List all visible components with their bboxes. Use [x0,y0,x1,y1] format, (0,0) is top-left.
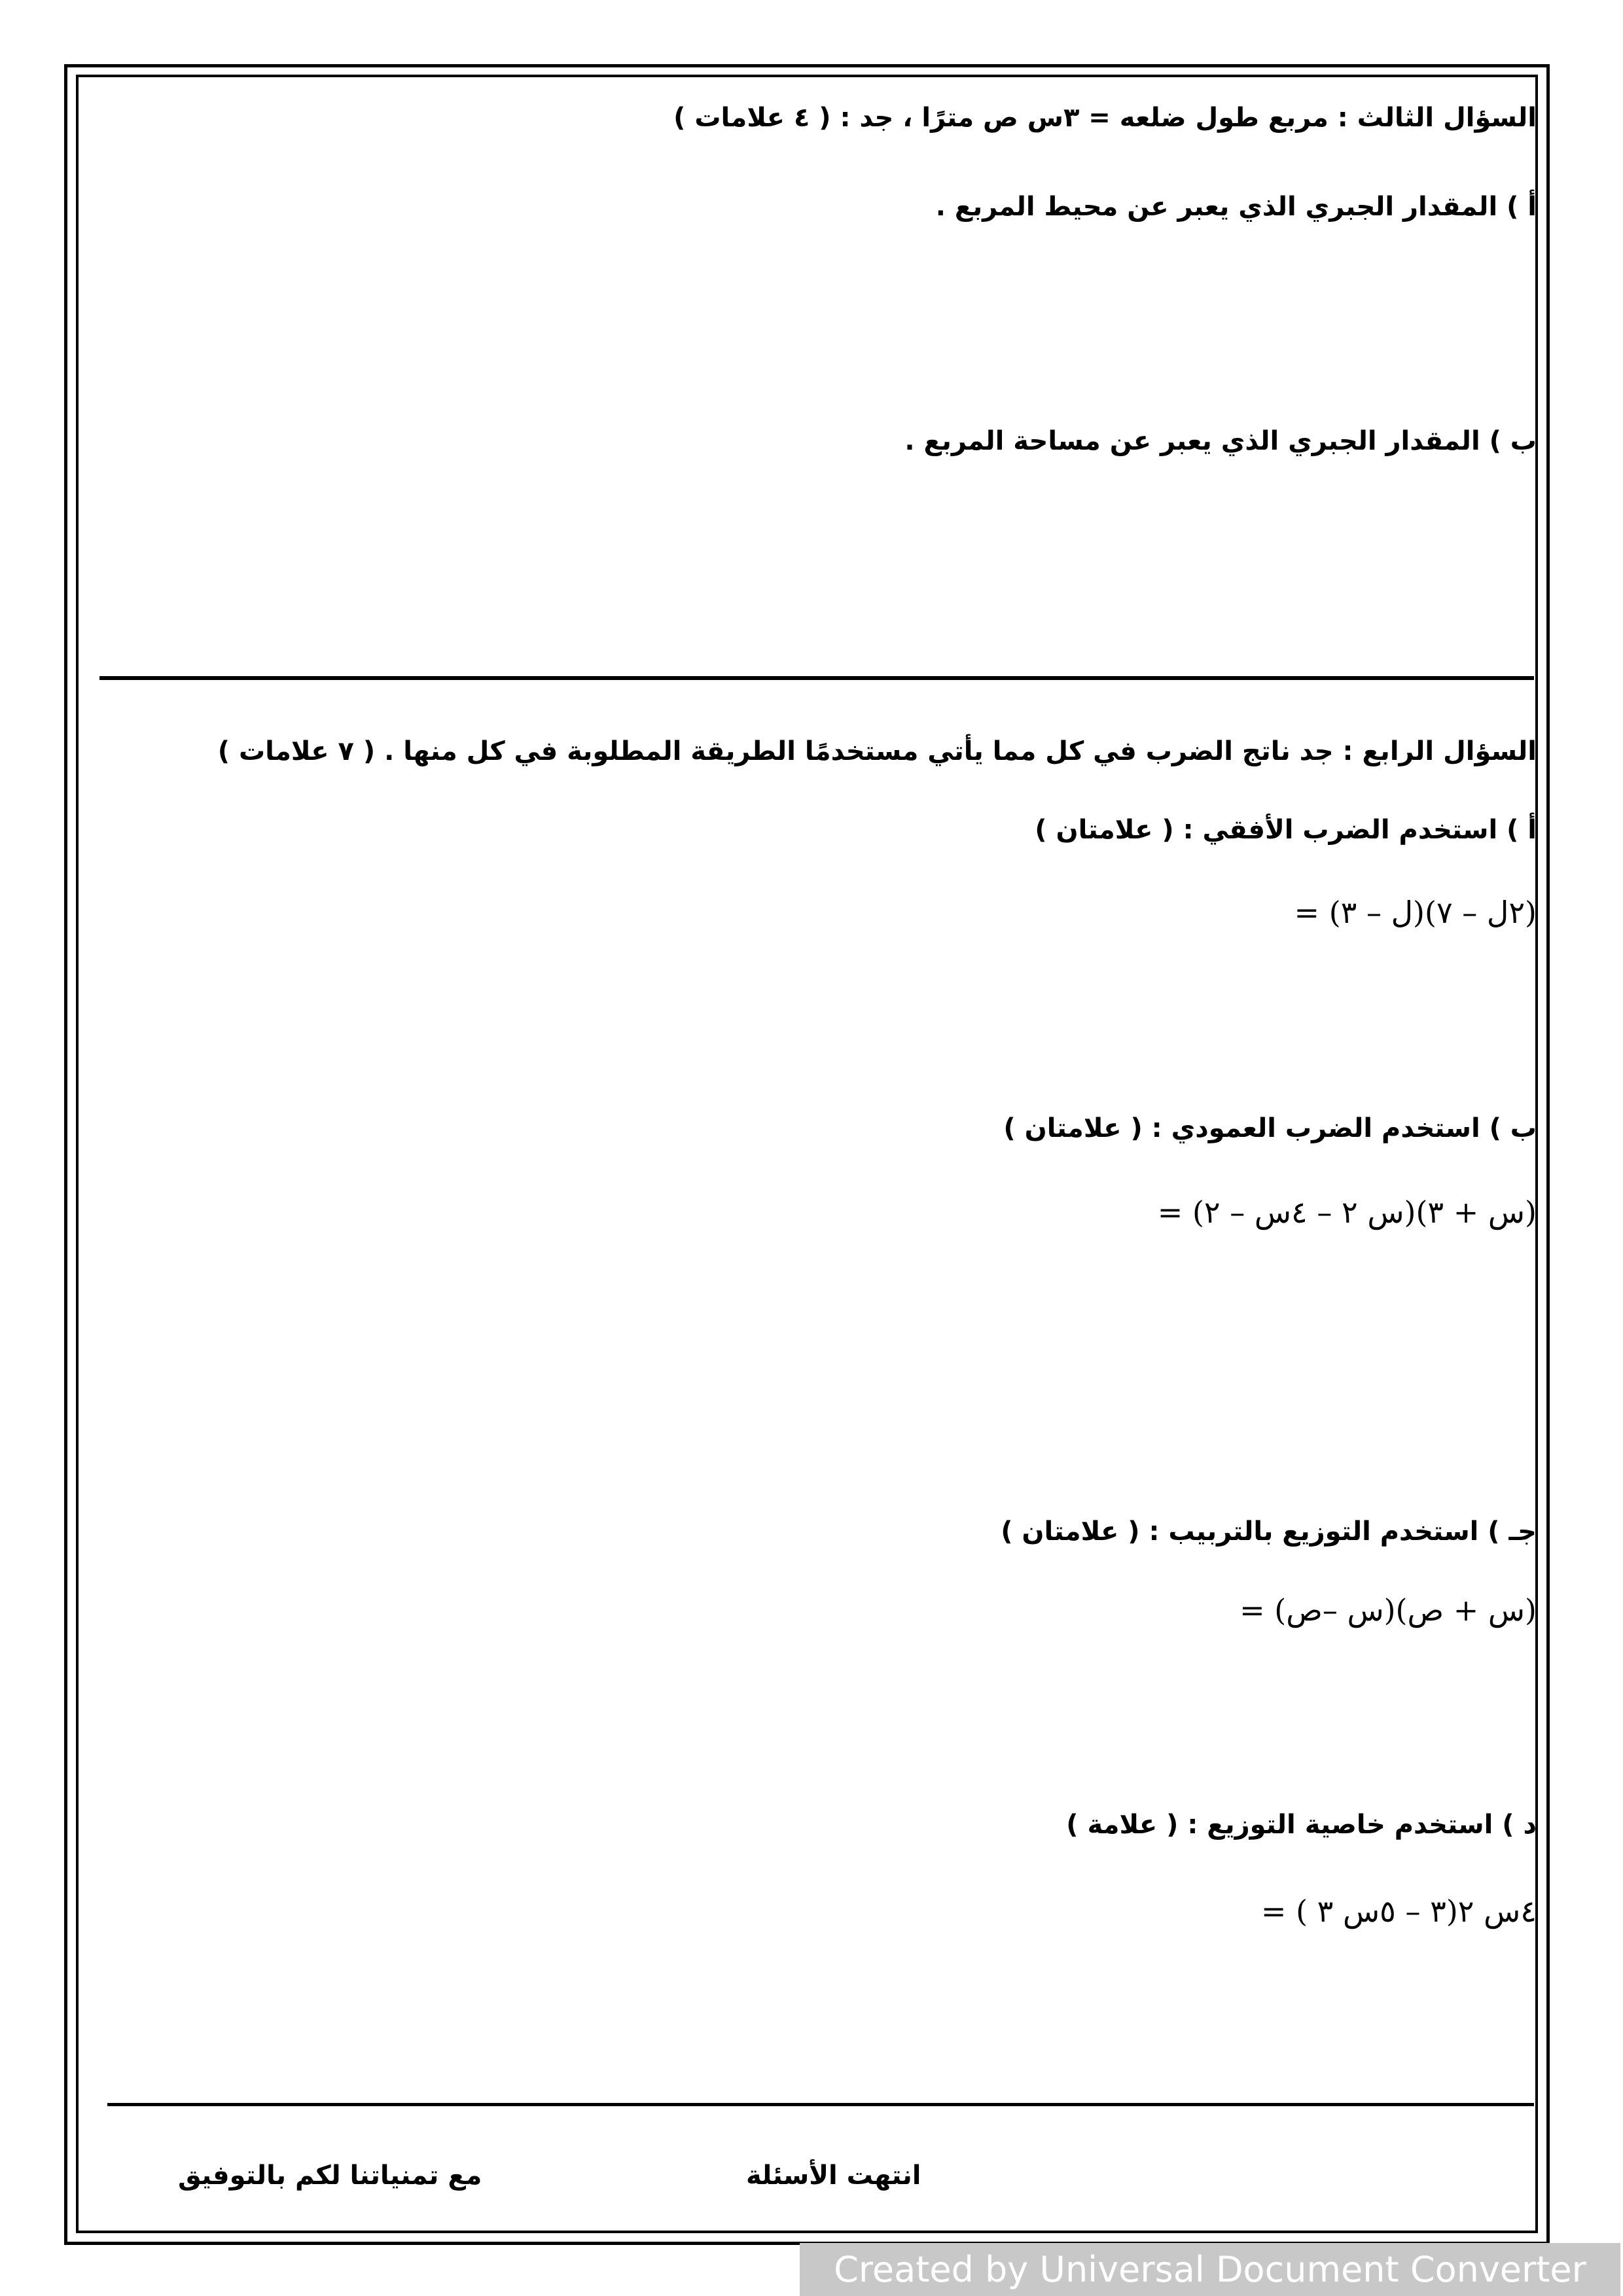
question-4-part-a: أ ) استخدم الضرب الأفقي : ( علامتان ) [1035,815,1537,845]
question-3-part-b: ب ) المقدار الجبري الذي يعبر عن مساحة المربع . [904,426,1537,456]
question-4-part-a-expression: (٢ل – ٧)(ل – ٣) = [1294,895,1537,930]
end-of-questions-text: انتهت الأسئلة [746,2161,921,2191]
question-4-part-b: ب ) استخدم الضرب العمودي : ( علامتان ) [1003,1113,1537,1143]
best-wishes-text: مع تمنياتنا لكم بالتوفيق [178,2161,482,2191]
question-3-title: السؤال الثالث : مربع طول ضلعه = ٣س ص مترًا ، جد : ( ٤ علامات ) [673,103,1537,133]
question-4-part-c-expression: (س + ص)(س –ص) = [1240,1592,1537,1628]
question-4-title: السؤال الرابع : جد ناتج الضرب في كل مما يأتي مستخدمًا الطريقة المطلوبة في كل منها . ( ٧ علامات ) [217,736,1537,766]
question-4-part-b-expression: (س + ٣)(س ٢ – ٤س – ٢) = [1157,1194,1537,1230]
question-3-part-a: أ ) المقدار الجبري الذي يعبر عن محيط المربع . [935,192,1537,222]
question-4-part-c: جـ ) استخدم التوزيع بالتربيب : ( علامتان ) [1001,1516,1537,1547]
question-4-part-d-expression: ٤س ٢(٣ – ٥س ٣ ) = [1260,1893,1537,1929]
question-4-part-d: د ) استخدم خاصية التوزيع : ( علامة ) [1066,1810,1537,1840]
footer-divider [107,2103,1534,2106]
converter-watermark: Created by Universal Document Converter [800,2243,1620,2296]
section-divider [99,676,1534,680]
